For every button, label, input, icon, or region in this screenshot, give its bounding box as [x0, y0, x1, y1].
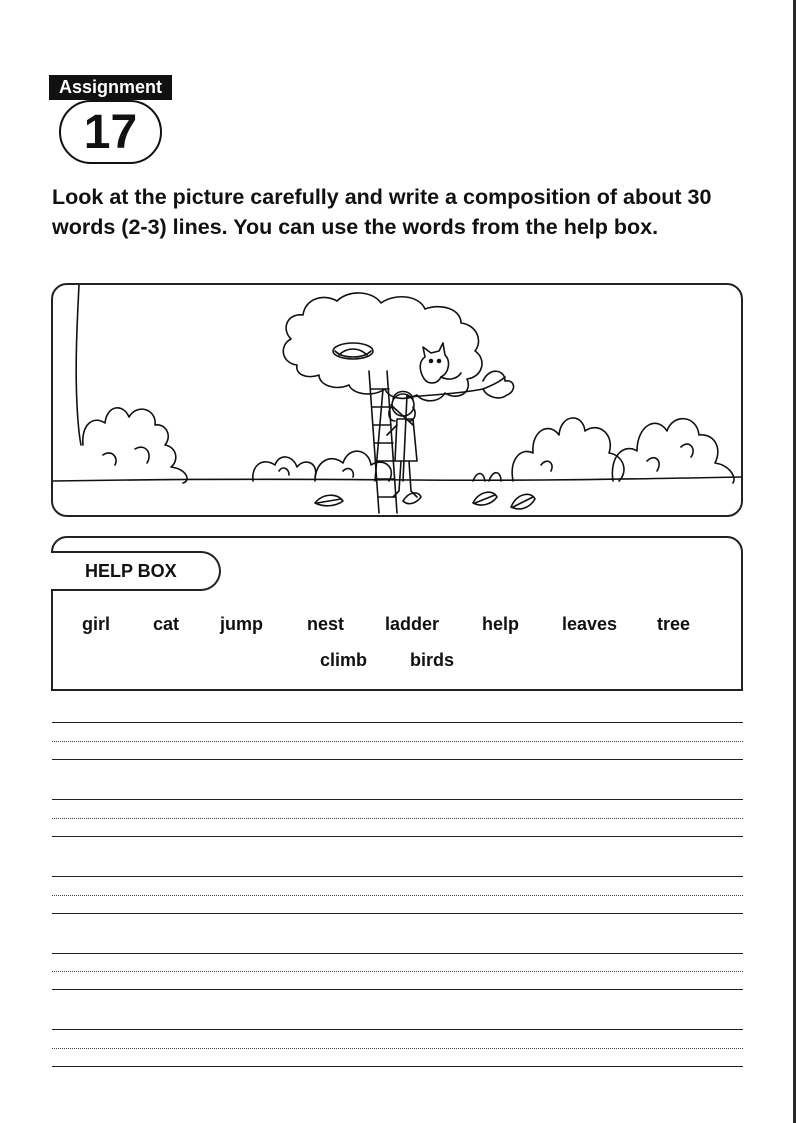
instruction-text: Look at the picture carefully and write a composition of about 30 words (2-3) lines. You can use the words from the help box. [52, 185, 712, 239]
writing-line-mid [52, 741, 743, 742]
branch-icon [407, 377, 505, 397]
writing-line-top [52, 876, 743, 877]
cat-icon [420, 343, 448, 383]
help-box [51, 536, 743, 691]
writing-line-base [52, 836, 743, 837]
help-word: cat [153, 614, 180, 634]
help-word: leaves [562, 614, 618, 634]
help-word: help [482, 614, 520, 634]
tree-trunk-left-icon [76, 285, 81, 445]
bush-icon [512, 418, 624, 481]
help-word: girl [82, 614, 111, 634]
help-word: ladder [385, 614, 440, 634]
tree-icon [283, 293, 482, 401]
leaf-icon [315, 495, 343, 506]
writing-line-mid [52, 818, 743, 819]
writing-line-top [52, 1029, 743, 1030]
help-word: nest [307, 614, 345, 634]
writing-line-mid [52, 895, 743, 896]
ground-line [53, 477, 741, 481]
writing-line-mid [52, 971, 743, 972]
scene-illustration [53, 285, 741, 515]
help-word: jump [220, 614, 263, 634]
bush-icon [253, 457, 316, 481]
writing-line-top [52, 799, 743, 800]
assignment-number: 17 [59, 100, 162, 164]
writing-line-base [52, 759, 743, 760]
help-word: birds [410, 650, 455, 670]
picture-frame [51, 283, 743, 517]
bush-icon [83, 408, 187, 483]
help-word: tree [657, 614, 691, 634]
writing-line-base [52, 989, 743, 990]
bush-icon [612, 419, 734, 483]
help-word: climb [320, 650, 368, 670]
leaf-icon [403, 493, 421, 504]
assignment-tag: Assignment [49, 75, 172, 100]
leaf-icon [511, 494, 535, 509]
leaf-icon [473, 492, 497, 505]
writing-line-mid [52, 1048, 743, 1049]
writing-line-base [52, 1066, 743, 1067]
writing-line-base [52, 913, 743, 914]
help-box-title: HELP BOX [51, 551, 221, 591]
writing-line-top [52, 953, 743, 954]
writing-line-top [52, 722, 743, 723]
